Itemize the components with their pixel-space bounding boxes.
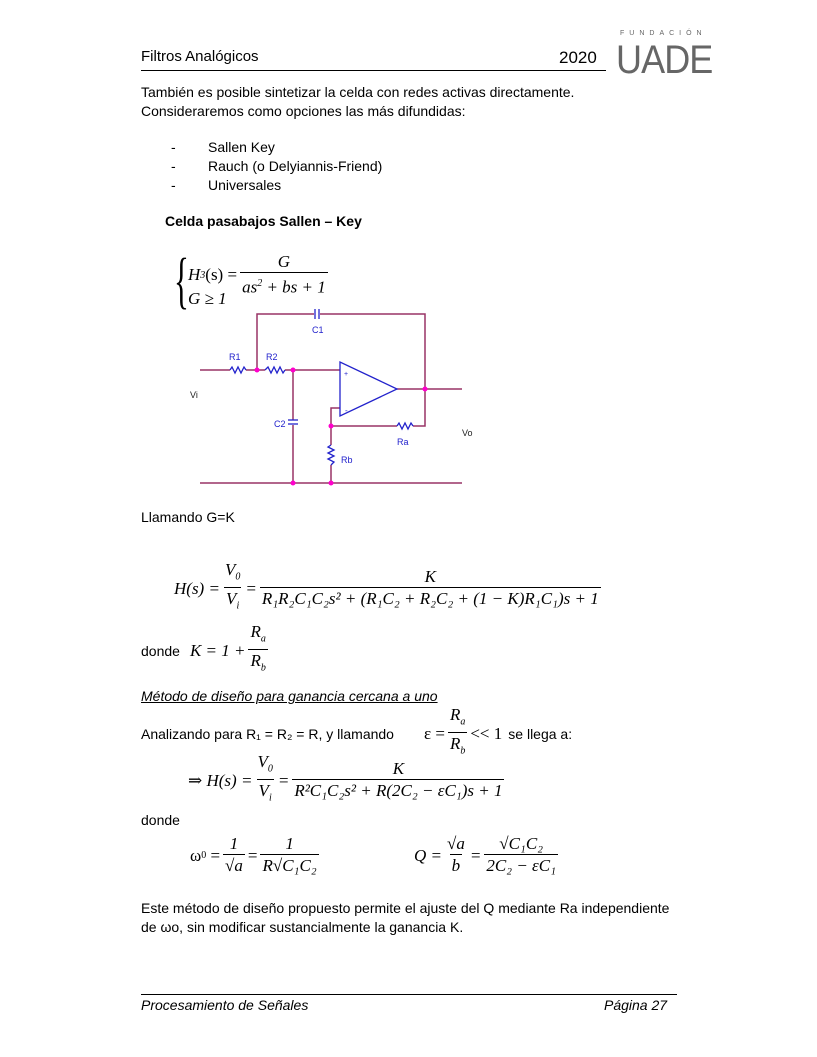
header-year: 2020 <box>559 48 597 67</box>
equation-transfer-simplified: ⇒ H(s) = $\frac{V_0}{V_i}$ = $\frac{K}{\text{R²C₁C₂s² + R(2C₂ − εC₁)s + 1}}$ <box>188 752 507 810</box>
label-vi: Vi <box>190 390 198 400</box>
header-title: Filtros Analógicos <box>141 48 259 65</box>
label-r1: R1 <box>229 352 241 362</box>
label-rb: Rb <box>341 455 353 465</box>
rb-resistor <box>328 445 334 465</box>
intro-line: También es posible sintetizar la celda con redes activas directamente. <box>141 84 575 100</box>
list-bullet: - <box>171 139 176 155</box>
equation-transfer: H(s) = $\frac{V_0}{V_i}$ = $\frac{K}{\text{R₁R₂C₁C₂s² + (R₁C₂ + R₂C₂ + (1 − K)R₁C₁)s + 1}}$ <box>174 560 604 618</box>
equation-h3: H 3 (s) = $\frac{G}{as^2 + bs + 1}$ <box>188 252 326 297</box>
conclusion-line: Este método de diseño propuesto permite el ajuste del Q mediante Ra independiente <box>141 900 670 916</box>
donde-label: donde <box>141 812 180 828</box>
brace: { <box>174 247 189 315</box>
footer-left: Procesamiento de Señales <box>141 997 309 1013</box>
label-r2: R2 <box>266 352 278 362</box>
label-plus: + <box>344 371 349 378</box>
equation-k: K = 1 + $\frac{R_a}{R_b}$ <box>190 622 271 680</box>
condition-g: G ≥ 1 <box>188 289 227 308</box>
r2-resistor <box>265 367 285 373</box>
list-bullet: - <box>171 158 176 174</box>
sallen-key-circuit <box>0 0 817 520</box>
intro-line: Consideraremos como opciones las más difundidas: <box>141 103 466 119</box>
c1-capacitor <box>315 309 319 319</box>
equation-epsilon: ε = $\frac{R_a}{R_b}$ << 1 <box>424 705 502 763</box>
donde-k-row <box>141 622 271 680</box>
label-minus: - <box>345 406 348 415</box>
label-vo: Vo <box>462 428 473 438</box>
c2-capacitor <box>288 420 298 424</box>
label-ra: Ra <box>397 437 409 447</box>
list-item: Universales <box>208 177 282 193</box>
label-c2: C2 <box>274 419 286 429</box>
footer-page: Página 27 <box>604 997 668 1013</box>
footer-rule <box>141 994 677 995</box>
logo-fundacion: FUNDACIÓN <box>620 30 707 37</box>
r1-resistor <box>230 367 246 373</box>
method-title: Método de diseño para ganancia cercana a uno <box>141 688 438 704</box>
ra-resistor <box>397 423 413 429</box>
section-title: Celda pasabajos Sallen – Key <box>165 213 362 229</box>
list-item: Rauch (o Delyiannis-Friend) <box>208 158 383 174</box>
conclusion-line: de ωo, sin modificar sustancialmente la ganancia K. <box>141 919 464 935</box>
label-c1: C1 <box>312 325 324 335</box>
analizando-text: Analizando para R₁ = R₂ = R, y llamando <box>141 725 394 742</box>
equation-omega0: ω 0 = $\frac{1}{√a}$ = $\frac{1}{\text{R√C₁C₂}}$ <box>190 834 317 875</box>
opamp-triangle <box>340 362 397 416</box>
llamando-text: Llamando G=K <box>141 509 235 525</box>
equation-q: Q = $\frac{√a}{b}$ = $\frac{\text{√C₁C₂}}{\text{2C₂ − εC₁}}$ <box>414 834 556 875</box>
uade-logo: UADE <box>616 38 713 82</box>
list-bullet: - <box>171 177 176 193</box>
donde-label: donde <box>141 642 180 659</box>
list-item: Sallen Key <box>208 139 275 155</box>
se-llega-text: se llega a: <box>508 725 573 742</box>
